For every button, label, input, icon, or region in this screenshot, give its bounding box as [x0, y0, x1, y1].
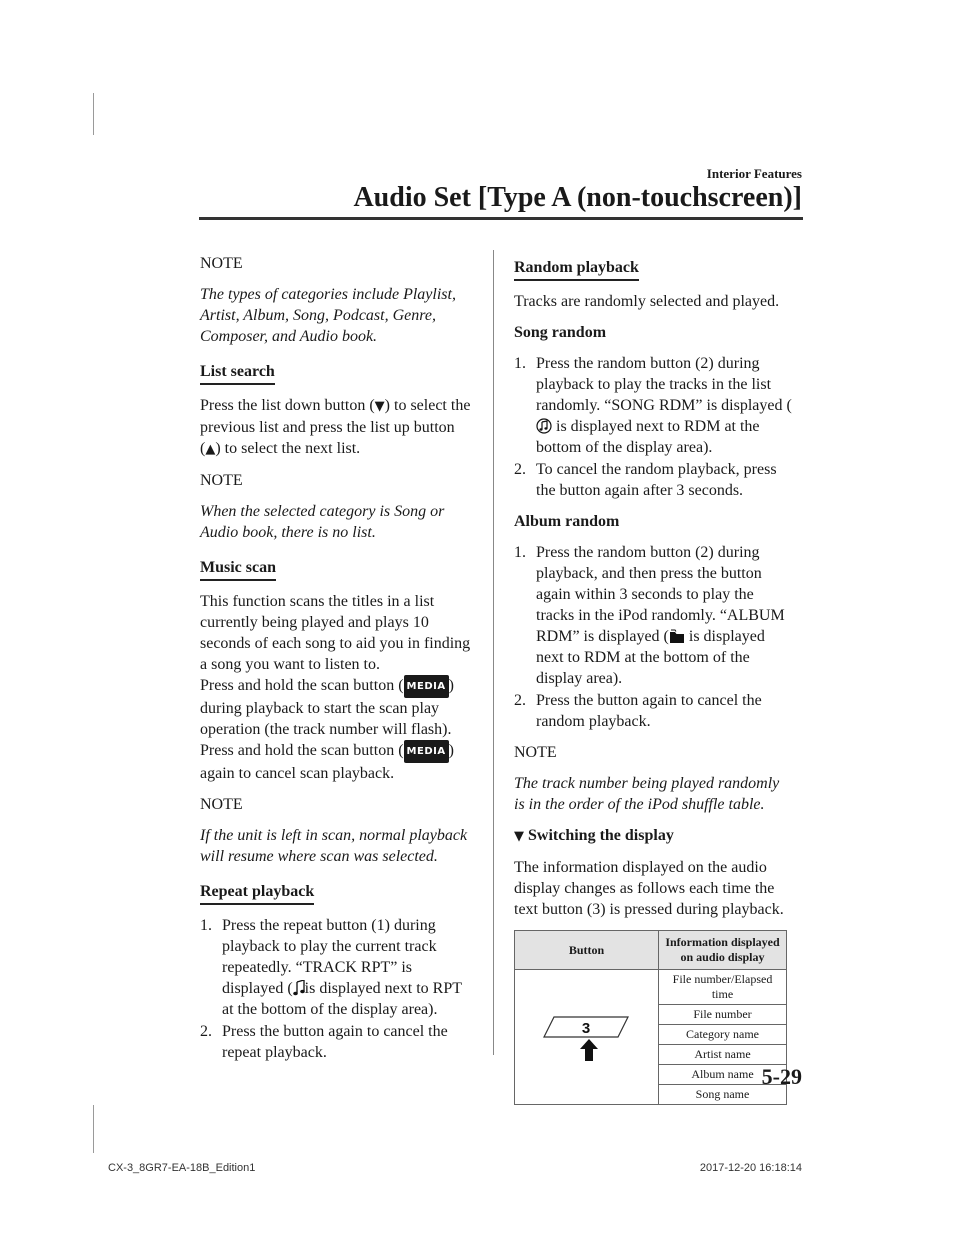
table-cell: Artist name: [659, 1045, 787, 1065]
list-item: 1. Press the random button (2) during playback, and then press the button again within 3 seconds to play the tracks in the iPod randomly. “ALBUM RDM” is displayed ( is displayed next to RDM at the bottom of the display area).: [514, 544, 785, 687]
table-row: [515, 970, 787, 1005]
random-heading: Random playback: [514, 257, 639, 281]
list-item: 2. Press the button again to cancel the repeat playback.: [200, 1023, 448, 1061]
table-header: Information displayed on audio display: [659, 931, 787, 970]
music-scan-text-3: Press and hold the scan button ( MEDIA ) again to cancel scan playback.: [200, 742, 454, 782]
list-item: 2. Press the button again to cancel the random playback.: [514, 692, 762, 730]
note-text: If the unit is left in scan, normal playback will resume where scan was selected.: [200, 827, 468, 865]
table-cell: Album name: [659, 1065, 787, 1085]
switch-display-heading: ▼ Switching the display: [514, 827, 674, 844]
list-item: 2. To cancel the random playback, press the button again after 3 seconds.: [514, 461, 777, 499]
album-random-heading: Album random: [514, 513, 620, 530]
column-divider: [493, 250, 494, 1055]
list-item: 1. Press the repeat button (1) during playback to play the current track repeatedly. “TRACK RPT” is displayed ( is displayed next to RPT at the bottom of the display area).: [200, 917, 462, 1018]
album-random-steps: [514, 542, 792, 732]
list-item: 1. Press the random button (2) during playback to play the tracks in the list randomly. “SONG RDM” is displayed ( is displayed next to RDM at the bottom of the display area).: [514, 355, 792, 456]
footer-doc-id: CX-3_8GR7-EA-18B_Edition1: [108, 1162, 256, 1174]
music-scan-text-2: Press and hold the scan button ( MEDIA ) during playback to start the scan play operation (the track number will flash).: [200, 677, 454, 738]
page-title: Audio Set [Type A (non-touchscreen)]: [353, 182, 802, 213]
note-heading: NOTE: [514, 744, 557, 761]
page-number: 5-29: [761, 1064, 802, 1089]
song-random-heading: Song random: [514, 324, 607, 341]
svg-text:3: 3: [581, 1020, 590, 1037]
table-header-row: [515, 931, 787, 970]
triangle-down-icon: ▼: [374, 399, 385, 414]
text-button-illustration: [542, 1005, 632, 1065]
folder-icon: [669, 629, 685, 644]
button-cell: [515, 970, 659, 1105]
table-cell: File number/Elapsed time: [659, 970, 787, 1005]
music-note-icon: [293, 980, 305, 996]
repeat-steps: [200, 915, 475, 1063]
music-scan-text: This function scans the titles in a list currently being played and plays 10 seconds of each song to aid you in finding a song you want to listen to.: [200, 593, 471, 673]
note-text: The track number being played randomly is in the order of the iPod shuffle table.: [514, 775, 780, 813]
section-label: Interior Features: [706, 166, 802, 181]
repeat-heading: Repeat playback: [200, 881, 314, 905]
display-table: [514, 930, 787, 1105]
table-cell: Song name: [659, 1085, 787, 1105]
header-rule: [199, 217, 803, 220]
random-intro: Tracks are randomly selected and played.: [514, 293, 780, 310]
media-button-icon: MEDIA: [404, 740, 449, 763]
footer-timestamp: 2017-12-20 16:18:14: [699, 1162, 802, 1174]
table-cell: Category name: [659, 1025, 787, 1045]
left-column: [200, 253, 475, 1073]
shuffle-note-icon: [536, 418, 552, 434]
right-column: [514, 253, 792, 1105]
song-random-steps: [514, 353, 792, 501]
note-text: The types of categories include Playlist, Artist, Album, Song, Podcast, Genre, Composer, and Audio book.: [200, 286, 456, 345]
note-heading: NOTE: [200, 255, 243, 272]
note-heading: NOTE: [200, 472, 243, 489]
triangle-down-icon: ▼: [514, 829, 524, 844]
switch-display-text: The information displayed on the audio display changes as follows each time the text button (3) is pressed during playback.: [514, 859, 784, 918]
media-button-icon: MEDIA: [404, 675, 449, 698]
crop-mark: [93, 93, 94, 135]
table-cell: File number: [659, 1005, 787, 1025]
triangle-up-icon: ▲: [205, 442, 216, 457]
table-header: Button: [515, 931, 659, 970]
note-text: When the selected category is Song or Audio book, there is no list.: [200, 503, 445, 541]
note-heading: NOTE: [200, 796, 243, 813]
list-search-heading: List search: [200, 361, 275, 385]
list-search-text: Press the list down button (▼) to select the previous list and press the list up button (▲) to select the next list.: [200, 397, 471, 457]
crop-mark: [93, 1105, 94, 1153]
music-scan-heading: Music scan: [200, 557, 276, 581]
